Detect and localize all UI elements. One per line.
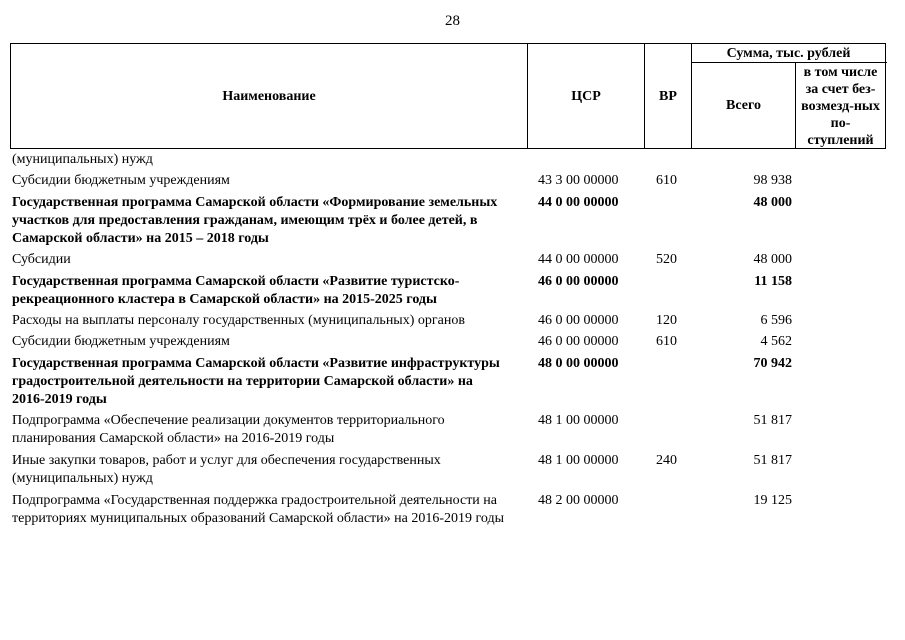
header-csr: ЦСР [571,88,601,104]
row-name: Государственная программа Самарской области «Развитие туристско-рекреационного кластера в Самарской области» на 2015-2025 годы [12,274,460,307]
row-total: 6 596 [760,313,792,328]
row-name: Подпрограмма «Государственная поддержка градостроительной деятельности на территориях муниципальных образований Самарской области» на 2016-2019 годы [12,493,505,526]
row-name: Субсидии бюджетным учреждениям [12,334,230,349]
row-csr: 48 2 00 00000 [538,493,619,508]
row-csr: 46 0 00 00000 [538,313,619,328]
row-total: 48 000 [753,252,792,267]
table-row [10,151,886,169]
row-total: 19 125 [753,493,792,508]
row-vr: 520 [656,252,677,267]
row-vr: 120 [656,313,677,328]
row-total: 51 817 [753,453,792,468]
row-total: 98 938 [753,173,792,188]
row-name: Подпрограмма «Обеспечение реализации документов территориального планирования Самарской области» на 2016-2019 годы [12,413,445,446]
table-row [10,273,886,309]
row-name: Расходы на выплаты персоналу государственных (муниципальных) органов [12,313,465,328]
row-csr: 48 0 00 00000 [538,356,619,371]
table-row [10,172,886,190]
row-csr: 44 0 00 00000 [538,195,619,210]
table-row [10,452,886,488]
header-name: Наименование [222,88,316,104]
table-row [10,194,886,248]
header-free-receipts: в том числе за счет без-возмезд-ных по-ступлений [801,64,880,148]
page-number: 28 [445,13,460,29]
row-csr: 44 0 00 00000 [538,252,619,267]
table-row [10,355,886,409]
row-vr: 610 [656,334,677,349]
row-name: Субсидии [12,252,71,267]
table-row [10,412,886,448]
row-total: 4 562 [760,334,792,349]
row-csr: 48 1 00 00000 [538,413,619,428]
row-name: Иные закупки товаров, работ и услуг для обеспечения государственных (муниципальных) нужд [12,453,441,486]
header-sum-group: Сумма, тыс. рублей [726,45,851,61]
row-total: 48 000 [753,195,792,210]
header-total: Всего [726,98,761,113]
table-row [10,492,886,528]
row-csr: 46 0 00 00000 [538,274,619,289]
row-name: Субсидии бюджетным учреждениям [12,173,230,188]
row-name: Государственная программа Самарской области «Формирование земельных участков для предоставления гражданам, имеющим трёх и более детей, в Самарской области» на 2015 – 2018 годы [12,195,498,246]
table-header [10,43,886,149]
row-vr: 240 [656,453,677,468]
row-total: 11 158 [754,274,792,289]
row-vr: 610 [656,173,677,188]
row-total: 70 942 [753,356,792,371]
table-row [10,312,886,330]
table-body [10,151,886,532]
row-csr: 48 1 00 00000 [538,453,619,468]
row-csr: 46 0 00 00000 [538,334,619,349]
row-csr: 43 3 00 00000 [538,173,619,188]
row-name: Государственная программа Самарской области «Развитие инфраструктуры градостроительной деятельности на территории Самарской области» на 2016-2019 годы [12,356,500,407]
table-row [10,333,886,351]
header-vr: ВР [659,88,677,104]
table-row [10,251,886,269]
row-total: 51 817 [753,413,792,428]
row-name: (муниципальных) нужд [12,152,153,167]
